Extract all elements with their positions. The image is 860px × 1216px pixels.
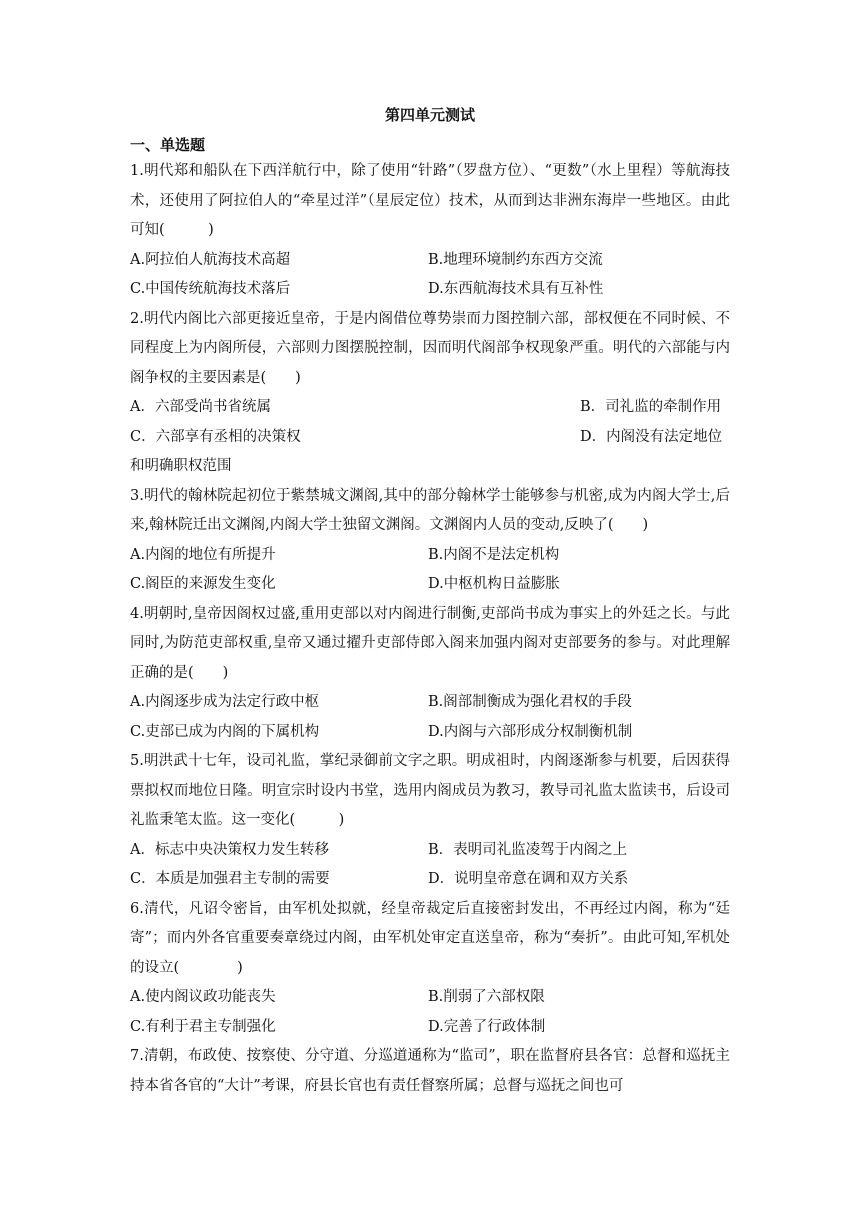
option-c: C.中国传统航海技术落后 — [130, 281, 291, 297]
option-b: B．司礼监的牵制作用 — [580, 399, 722, 415]
option-b: B.内阁不是法定机构 — [428, 546, 560, 563]
option-d: D.完善了行政体制 — [428, 1018, 546, 1035]
option-d: D．说明皇帝意在调和双方关系 — [428, 871, 629, 887]
question-stem: 4.明朝时,皇帝因阁权过盛,重用吏部以对内阁进行制衡,吏部尚书成为事实上的外廷之长。与此同时,为防范吏部权重,皇帝又通过擢升吏部侍郎入阁来加强内阁对吏部要务的参与。对此理解正确的是( ) — [130, 605, 730, 681]
option-a: A．标志中央决策权力发生转移 — [130, 841, 329, 858]
question-stem: 7.清朝，布政使、按察使、分守道、分巡道通称为“监司”，职在监督府县各官：总督和巡抚主持本省各官的“大计”考课，府县长官也有责任督察所属；总督与巡抚之间也可 — [130, 1048, 730, 1094]
question-stem: 3.明代的翰林院起初位于紫禁城文渊阁,其中的部分翰林学士能够参与机密,成为内阁大学士,后来,翰林院迁出文渊阁,内阁大学士独留文渊阁。文渊阁内人员的变动,反映了( ) — [130, 487, 730, 533]
question-list — [130, 157, 730, 1101]
option-group — [130, 246, 730, 305]
question-5 — [130, 747, 730, 895]
option-d: D.东西航海技术具有互补性 — [428, 281, 604, 297]
question-7 — [130, 1042, 730, 1101]
option-group — [130, 983, 730, 1042]
option-group — [130, 393, 730, 452]
page-title: 第四单元测试 — [384, 106, 475, 124]
question-stem: 6.清代，凡诏令密旨，由军机处拟就，经皇帝裁定后直接密封发出，不再经过内阁，称为“廷寄”；而内外各官重要奏章绕过内阁，由军机处审定直送皇帝，称为“奏折”。由此可知,军机处的设立( ) — [130, 900, 730, 976]
question-stem: 1.明代郑和船队在下西洋航行中，除了使用“针路”（罗盘方位）、“更数”（水上里程）等航海技术，还使用了阿拉伯人的“牵星过洋”（星辰定位）技术，从而到达非洲东海岸一些地区。由此可知( ) — [130, 163, 730, 238]
option-d: D.中枢机构日益膨胀 — [428, 576, 560, 592]
option-d-continuation: 和明确职权范围 — [130, 458, 232, 474]
option-c: C.吏部已成为内阁的下属机构 — [130, 723, 320, 740]
option-c: C.阁臣的来源发生变化 — [130, 576, 276, 592]
question-stem: 2.明代内阁比六部更接近皇帝，于是内阁借位尊势崇而力图控制六部，部权便在不同时候、不同程度上为内阁所侵，六部则力图摆脱控制，因而明代阁部争权现象严重。明代的六部能与内阁争权的主要因素是( ) — [130, 310, 730, 386]
question-6 — [130, 895, 730, 1043]
question-4 — [130, 600, 730, 748]
option-a: A．六部受尚书省统属 — [130, 399, 271, 415]
section-heading: 一、单选题 — [130, 136, 206, 154]
option-group — [130, 541, 730, 600]
option-b: B．表明司礼监凌驾于内阁之上 — [428, 841, 628, 858]
option-b: B.地理环境制约东西方交流 — [428, 251, 603, 268]
option-c: C．本质是加强君主专制的需要 — [130, 871, 330, 887]
option-a: A.使内阁议政功能丧失 — [130, 989, 276, 1005]
question-1 — [130, 157, 730, 305]
option-c: C．六部享有丞相的决策权 — [130, 428, 301, 445]
option-d: D.内阁与六部形成分权制衡机制 — [428, 723, 633, 740]
question-3 — [130, 482, 730, 600]
option-b: B.削弱了六部权限 — [428, 989, 545, 1005]
option-b: B.阁部制衡成为强化君权的手段 — [428, 694, 632, 710]
question-stem: 5.明洪武十七年，设司礼监，掌纪录御前文字之职。明成祖时，内阁逐渐参与机要，后因获得票拟权而地位日隆。明宣宗时设内书堂，选用内阁成员为教习，教导司礼监太监读书，后设司礼监秉笔太监。这一变化( ) — [130, 753, 730, 828]
option-c: C.有利于君主专制强化 — [130, 1018, 276, 1035]
option-group — [130, 836, 730, 895]
option-group — [130, 688, 730, 747]
option-a: A.内阁逐步成为法定行政中枢 — [130, 694, 320, 710]
question-2 — [130, 305, 730, 482]
option-a: A.阿拉伯人航海技术高超 — [130, 251, 291, 268]
option-a: A.内阁的地位有所提升 — [130, 546, 276, 563]
option-d: D．内阁没有法定地位 — [580, 428, 723, 445]
